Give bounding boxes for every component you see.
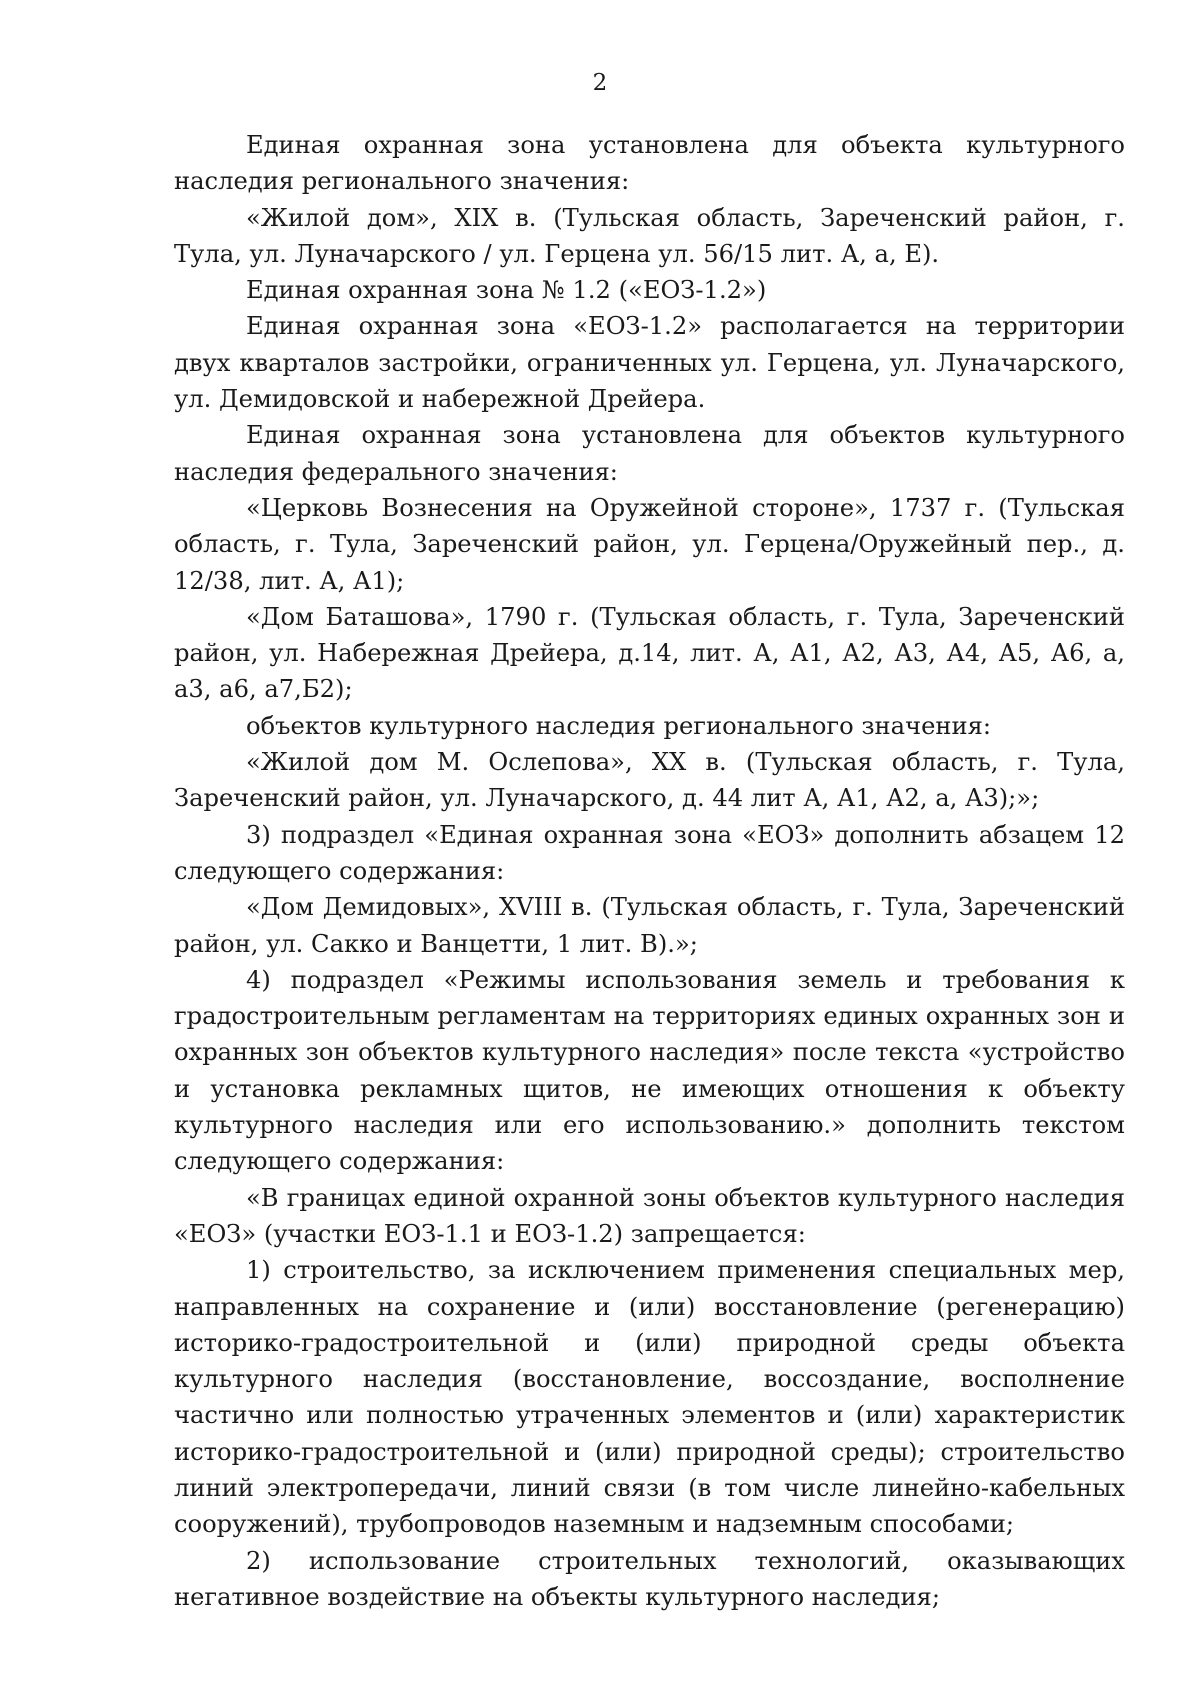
paragraph-prohibitions-intro: «В границах единой охранной зоны объектов культурного наследия «ЕОЗ» (участки ЕОЗ-1.1 и ЕОЗ-1.2) запрещается: (174, 1183, 1125, 1248)
paragraph-prohibition-1: 1) строительство, за исключением применения специальных мер, направленных на сохранение и (или) восстановление (регенерацию) историко-градостроительной и (или) природной среды объекта культурного наследия (восстановление, воссоздание, восполнение частично или полностью утраченных элементов и (или) характеристик историко-градостроительной и (или) природной среды); строительство линий электропередачи, линий связи (в том числе линейно-кабельных сооружений), трубопроводов наземным и надземным способами; (174, 1256, 1125, 1539)
paragraph-residential-house-xix: «Жилой дом», XIX в. (Тульская область, Зареченский район, г. Тула, ул. Луначарского / ул. Герцена ул. 56/15 лит. А, а, Е). (174, 203, 1125, 268)
paragraph-regional-zone-intro: Единая охранная зона установлена для объекта культурного наследия регионального значения: (174, 131, 1125, 196)
paragraph-zone-heading-eoz-1-2: Единая охранная зона № 1.2 («ЕОЗ-1.2») (246, 276, 767, 305)
document-body (174, 127, 1125, 1615)
paragraph-item-3: 3) подраздел «Единая охранная зона «ЕОЗ» дополнить абзацем 12 следующего содержания: (174, 820, 1125, 885)
paragraph-federal-zone-intro: Единая охранная зона установлена для объектов культурного наследия федерального значения: (174, 421, 1125, 486)
paragraph-batashov-house: «Дом Баташова», 1790 г. (Тульская область, г. Тула, Зареченский район, ул. Набережная Дрейера, д.14, лит. А, А1, А2, А3, А4, А5, А6, а, а3, а6, а7,Б2); (174, 602, 1125, 704)
paragraph-prohibition-2: 2) использование строительных технологий, оказывающих негативное воздействие на объекты культурного наследия; (174, 1546, 1125, 1611)
page-number: 2 (592, 70, 608, 96)
paragraph-oslepov-house: «Жилой дом М. Ослепова», XX в. (Тульская область, г. Тула, Зареченский район, ул. Луначарского, д. 44 лит А, А1, А2, а, А3);»; (174, 748, 1125, 813)
paragraph-regional-objects: объектов культурного наследия регионального значения: (246, 711, 992, 740)
paragraph-church-ascension: «Церковь Вознесения на Оружейной стороне», 1737 г. (Тульская область, г. Тула, Зареченский район, ул. Герцена/Оружейный пер., д. 12/38, лит. А, А1); (174, 493, 1125, 595)
paragraph-zone-location: Единая охранная зона «ЕОЗ-1.2» располагается на территории двух кварталов застройки, ограниченных ул. Герцена, ул. Луначарского, ул. Демидовской и набережной Дрейера. (174, 312, 1125, 414)
paragraph-demidov-house: «Дом Демидовых», XVIII в. (Тульская область, г. Тула, Зареченский район, ул. Сакко и Ванцетти, 1 лит. В).»; (174, 893, 1125, 958)
paragraph-item-4: 4) подраздел «Режимы использования земель и требования к градостроительным регламентам на территориях единых охранных зон и охранных зон объектов культурного наследия» после текста «устройство и установка рекламных щитов, не имеющих отношения к объекту культурного наследия или его использованию.» дополнить текстом следующего содержания: (174, 965, 1125, 1176)
